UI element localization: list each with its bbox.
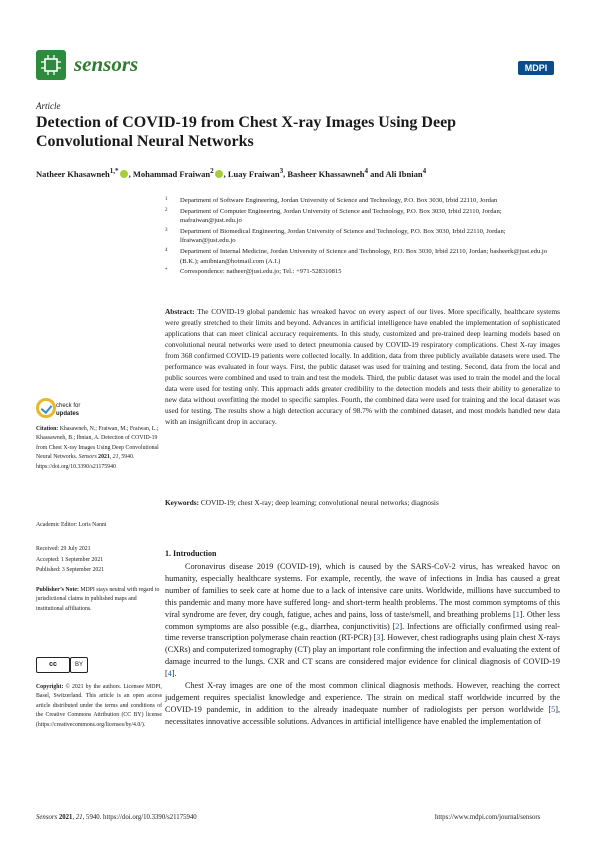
reference-link[interactable]: 4 <box>167 669 172 679</box>
footer-year: 2021 <box>58 814 73 821</box>
check-updates-icon <box>36 398 56 418</box>
author-name: Luay Fraiwan <box>227 168 280 179</box>
orcid-icon[interactable] <box>120 170 128 178</box>
affiliation-text: Department of Software Engineering, Jordan University of Science and Technology, P.O. Box 3030, Irbid 22110, Jordan <box>180 197 498 204</box>
author-name: Mohammad Fraiwan <box>132 168 211 179</box>
keywords-label: Keywords: <box>165 498 200 507</box>
footer-volume: 21 <box>75 814 83 821</box>
check-line-2: updates <box>56 411 80 417</box>
correspondence <box>165 267 560 277</box>
affiliation-item <box>165 196 560 206</box>
affiliation-item <box>165 227 560 246</box>
affiliation-number: 3 <box>165 227 168 233</box>
citation-volume: 21 <box>112 454 119 461</box>
text-run: ]. <box>171 669 177 679</box>
paragraph <box>165 561 560 680</box>
separator: , <box>223 168 226 179</box>
citation-block: Citation: Khasawneh, N.; Fraiwan, M.; Fraiwan, L.; Khassawneh, B.; Ibnian, A. Detection of COVID-19 from Chest X-ray Images Using Deep Convolutional Neural Networks. Sensors 2021, 21, 5940. https://doi.org/10.3390/s21175940 <box>36 426 159 470</box>
text-run: Chest X-ray images are one of the most common clinical diagnosis methods. However, reaching the correct judgement requires specialist knowledge and experience. The strain on medical staff worldwide incurred by the COVID-19 pandemic, in addition to the already inadequate number of radiologists per person worldwide [ <box>165 681 560 714</box>
reference-link[interactable]: 3 <box>376 633 381 643</box>
author-conjunction: and <box>370 168 384 179</box>
published-date: Published: 3 September 2021 <box>36 567 105 573</box>
affiliation-item <box>165 247 560 266</box>
affiliation-number: 1 <box>165 197 168 202</box>
keywords <box>165 497 560 508</box>
author-name: Basheer Khassawneh <box>287 168 365 179</box>
text-run: ], necessitates innovative accessible solutions. Advances in artificial intelligence have enabled the implementation of <box>165 704 560 726</box>
journal-name: sensors <box>74 52 139 76</box>
separator: , <box>128 168 131 179</box>
footer-journal-url[interactable]: https://www.mdpi.com/journal/sensors <box>435 814 541 821</box>
text-run: Coronavirus disease 2019 (COVID-19), which is caused by the SARS-CoV-2 virus, has wreaked havoc on humanity, especially healthcare systems. For example, recently, the wave of infections in India has caused a great number of families to seek care at home due to a lack of intensive care units. Worldwide, millions have succumbed to this pandemic and many more have suffered long- and short-term health problems. The most common symptoms of this viral syndrome are fever, dry cough, fatigue, aches and pains, loss of taste/smell, and breathing problems [ <box>165 562 560 619</box>
correspondence-text: Correspondence: natheer@just.edu.jo; Tel.: +971-528310815 <box>180 268 342 276</box>
text-run: ]. Other less common symptoms are also possible (e.g., diarrhea, conjunctivitis) [ <box>165 609 561 631</box>
keywords-text: COVID-19; chest X-ray; deep learning; convolutional neural networks; diagnosis <box>200 498 439 507</box>
introduction-body <box>165 561 560 728</box>
abstract-text: The COVID-19 global pandemic has wreaked havoc on every aspect of our lives. More specifically, healthcare systems were greatly stretched to their limits and beyond. Advances in artificial intelligence have enabled the implementation of sophisticated applications that can meet clinical accuracy requirements. In this study, customized and pre-trained deep learning models based on convolutional neural networks were used to detect pneumonia caused by COVID-19 respiratory complications. Chest X-ray images from 368 confirmed COVID-19 patients were collected locally. In addition, data from three publicly available datasets were used. The performance was evaluated in four ways. First, the public dataset was used for training and testing. Second, data from the local and public sources were combined and used to train and test the models. Third, the public dataset was used to train the model and the local data were used for testing only. This approach adds greater credibility to the detection models and tests their ability to generalize to new data without overfitting the model to specific samples. Fourth, the combined data were used for training and the local dataset was used for testing. The results show a high detection accuracy of 98.7% with the combined dataset, and most models handled new data with an insignificant drop in accuracy. <box>165 307 561 426</box>
orcid-icon[interactable] <box>215 170 223 178</box>
affiliation-number: 2 <box>165 207 168 213</box>
article-type: Article <box>36 101 61 111</box>
reference-link[interactable]: 1 <box>515 609 520 619</box>
accepted-date: Accepted: 1 September 2021 <box>36 556 104 563</box>
check-for-updates-label[interactable] <box>56 402 80 418</box>
abstract <box>165 306 560 427</box>
paper-title: Detection of COVID-19 from Chest X-ray Images Using Deep Convolutional Neural Networks <box>36 114 457 150</box>
footer-doi-link[interactable]: , 5940. https://doi.org/10.3390/s21175940 <box>82 814 197 821</box>
cc-by-icon[interactable]: BY <box>70 657 88 673</box>
creative-commons-icon[interactable]: cc <box>36 657 70 673</box>
check-line-1: check for <box>56 403 81 409</box>
author-affiliation-mark: 3 <box>279 167 284 175</box>
citation-year: 2021 <box>98 454 110 461</box>
publisher-note-label: Publisher’s Note: <box>36 587 79 593</box>
affiliation-text: Department of Computer Engineering, Jordan University of Science and Technology, P.O. Box 3030, Irbid 22110, Jordan; mafraiwan@just.edu.jo <box>180 207 502 225</box>
received-date: Received: 29 July 2021 <box>36 546 91 552</box>
reference-link[interactable]: 5 <box>551 704 556 714</box>
text-run: ]. Infections are officially confirmed using real-time reverse transcription polymerase chain reaction (RT-PCR) [ <box>165 621 560 643</box>
author-list <box>36 167 561 179</box>
affiliation-number: 4 <box>165 247 168 253</box>
author-name: Ali Ibnian <box>385 168 423 179</box>
affiliation-number: * <box>165 268 168 274</box>
separator: , <box>283 168 286 179</box>
check-for-updates-button[interactable] <box>36 398 56 418</box>
paragraph <box>165 680 560 728</box>
footer-citation: Sensors 2021, 21, 5940. https://doi.org/10.3390/s21175940 <box>36 814 197 821</box>
copyright-notice <box>36 683 162 730</box>
affiliation-text: Department of Internal Medicine, Jordan University of Science and Technology, P.O. Box 3030, Irbid 22110, Jordan; basheerk@just.edu.jo (B.K.); amibnian@hotmail.com (A.I.) <box>180 247 548 265</box>
citation-doi-link[interactable]: , 5940. https://doi.org/10.3390/s21175940 <box>36 454 135 470</box>
journal-logo-icon <box>36 50 66 80</box>
citation-journal: Sensors <box>78 454 97 461</box>
author-affiliation-mark: 4 <box>364 167 369 175</box>
copyright-label: Copyright: <box>36 684 64 690</box>
academic-editor: Academic Editor: Loris Nanni <box>36 522 107 528</box>
author-affiliation-mark: 2 <box>210 167 214 175</box>
section-heading: 1. Introduction <box>165 549 217 558</box>
affiliation-text: Department of Biomedical Engineering, Jordan University of Science and Technology, P.O. Box 3030, Irbid 22110, Jordan; lfraiwan@just.edu.jo <box>180 227 506 245</box>
mdpi-logo: MDPI <box>518 61 554 75</box>
author-affiliation-mark: 4 <box>422 167 427 175</box>
copyright-text: © 2021 by the authors. Licensee MDPI, Basel, Switzerland. This article is an open access article distributed under the terms and conditions of the Creative Commons Attribution (CC BY) license (https://creativecommons.org/licenses/by/4.0/). <box>36 684 162 728</box>
reference-link[interactable]: 2 <box>395 621 400 631</box>
publisher-note-text: MDPI stays neutral with regard to jurisdictional claims in published maps and institutional affiliations. <box>36 587 160 612</box>
author-name: Natheer Khasawneh <box>36 168 110 179</box>
citation-label: Citation: <box>36 426 59 432</box>
affiliation-item <box>165 207 560 226</box>
publisher-note <box>36 586 162 614</box>
text-run: ]. However, chest radiographs using plain chest X-rays (CXRs) and computerized tomography (CT) play an important role confirming the infection and evaluating the extent of damage incurred to the lungs. CXR and CT scans are considered major evidence for clinical diagnosis of COVID-19 [ <box>165 633 560 679</box>
author-affiliation-mark: 1,* <box>109 167 119 175</box>
footer-journal: Sensors <box>36 814 58 821</box>
abstract-label: Abstract: <box>165 307 195 316</box>
citation-text: Khasawneh, N.; Fraiwan, M.; Fraiwan, L.; Khassawneh, B.; Ibnian, A. Detection of COVID-19 from Chest X-ray Images Using Deep Convolutional Neural Networks. <box>36 426 159 461</box>
dates-block <box>36 544 104 576</box>
affiliation-list <box>165 196 560 278</box>
